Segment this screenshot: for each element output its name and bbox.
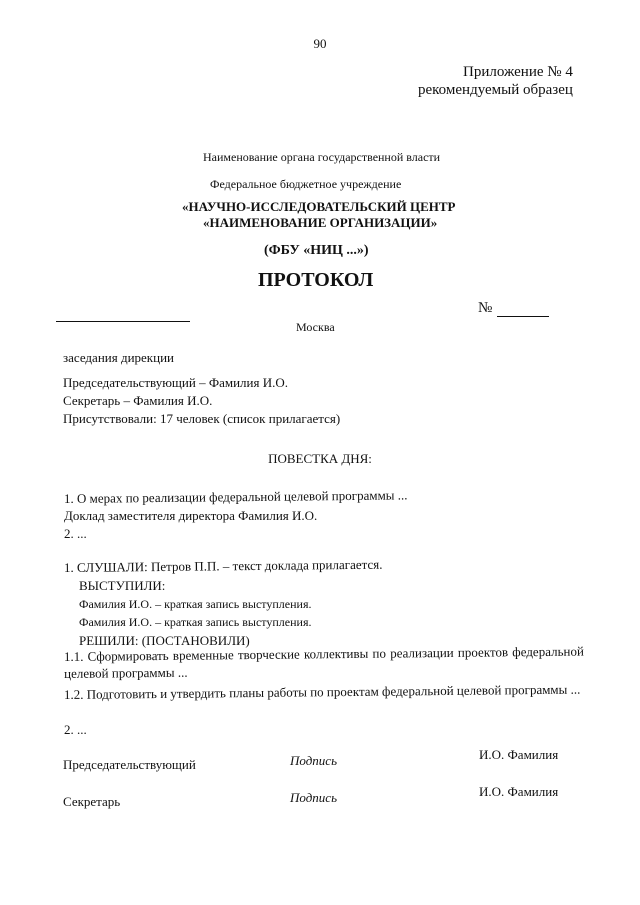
speaker-2: Фамилия И.О. – краткая запись выступления. [79,615,312,629]
speaker-1: Фамилия И.О. – краткая запись выступления. [79,597,312,611]
meeting-secretary: Секретарь – Фамилия И.О. [63,393,213,408]
meeting-type: заседания дирекции [63,350,174,365]
spoke-label: ВЫСТУПИЛИ: [79,578,166,593]
document-title: ПРОТОКОЛ [258,269,374,291]
protocol-number-label: № [478,300,493,316]
meeting-present: Присутствовали: 17 человек (список прилагается) [63,411,341,426]
decision-1-1: 1.1. Сформировать временные творческие коллективы по реализации проектов федеральной целевой программы ... [63,643,584,681]
decided-label: РЕШИЛИ: (ПОСТАНОВИЛИ) [79,633,250,648]
org-name-line2: «НАИМЕНОВАНИЕ ОРГАНИЗАЦИИ» [203,215,438,230]
appendix-subtitle: рекомендуемый образец [418,82,573,98]
protocol-date-field [56,321,190,322]
agenda-item-2: 2. ... [64,526,87,541]
protocol-number-field [497,316,549,317]
authority-name: Наименование органа государственной власти [203,150,441,164]
heard-line: 1. СЛУШАЛИ: Петров П.П. – текст доклада прилагается. [63,556,383,575]
signature-name-chair: И.О. Фамилия [479,747,559,762]
agenda-title: ПОВЕСТКА ДНЯ: [268,451,372,466]
institution-type: Федеральное бюджетное учреждение [210,177,402,191]
signature-name-secretary: И.О. Фамилия [479,784,559,799]
org-name-line1: «НАУЧНО-ИССЛЕДОВАТЕЛЬСКИЙ ЦЕНТР [182,199,456,214]
decision-item-2: 2. ... [64,722,87,737]
page-number: 90 [313,36,327,51]
agenda-item-1-report: Доклад заместителя директора Фамилия И.О. [64,508,318,523]
city: Москва [296,320,335,334]
agenda-item-1: 1. О мерах по реализации федеральной целевой программы ... [63,487,408,506]
signature-role-secretary: Секретарь [63,794,121,809]
signature-role-chair: Председательствующий [63,757,196,772]
signature-sign-secretary: Подпись [290,790,337,805]
meeting-chair: Председательствующий – Фамилия И.О. [63,375,288,390]
signature-sign-chair: Подпись [290,753,337,768]
org-abbreviation: (ФБУ «НИЦ ...») [264,243,369,258]
decision-1-2: 1.2. Подготовить и утвердить планы работы по проектам федеральной целевой программы ... [63,681,581,702]
appendix-title: Приложение № 4 [463,64,573,80]
